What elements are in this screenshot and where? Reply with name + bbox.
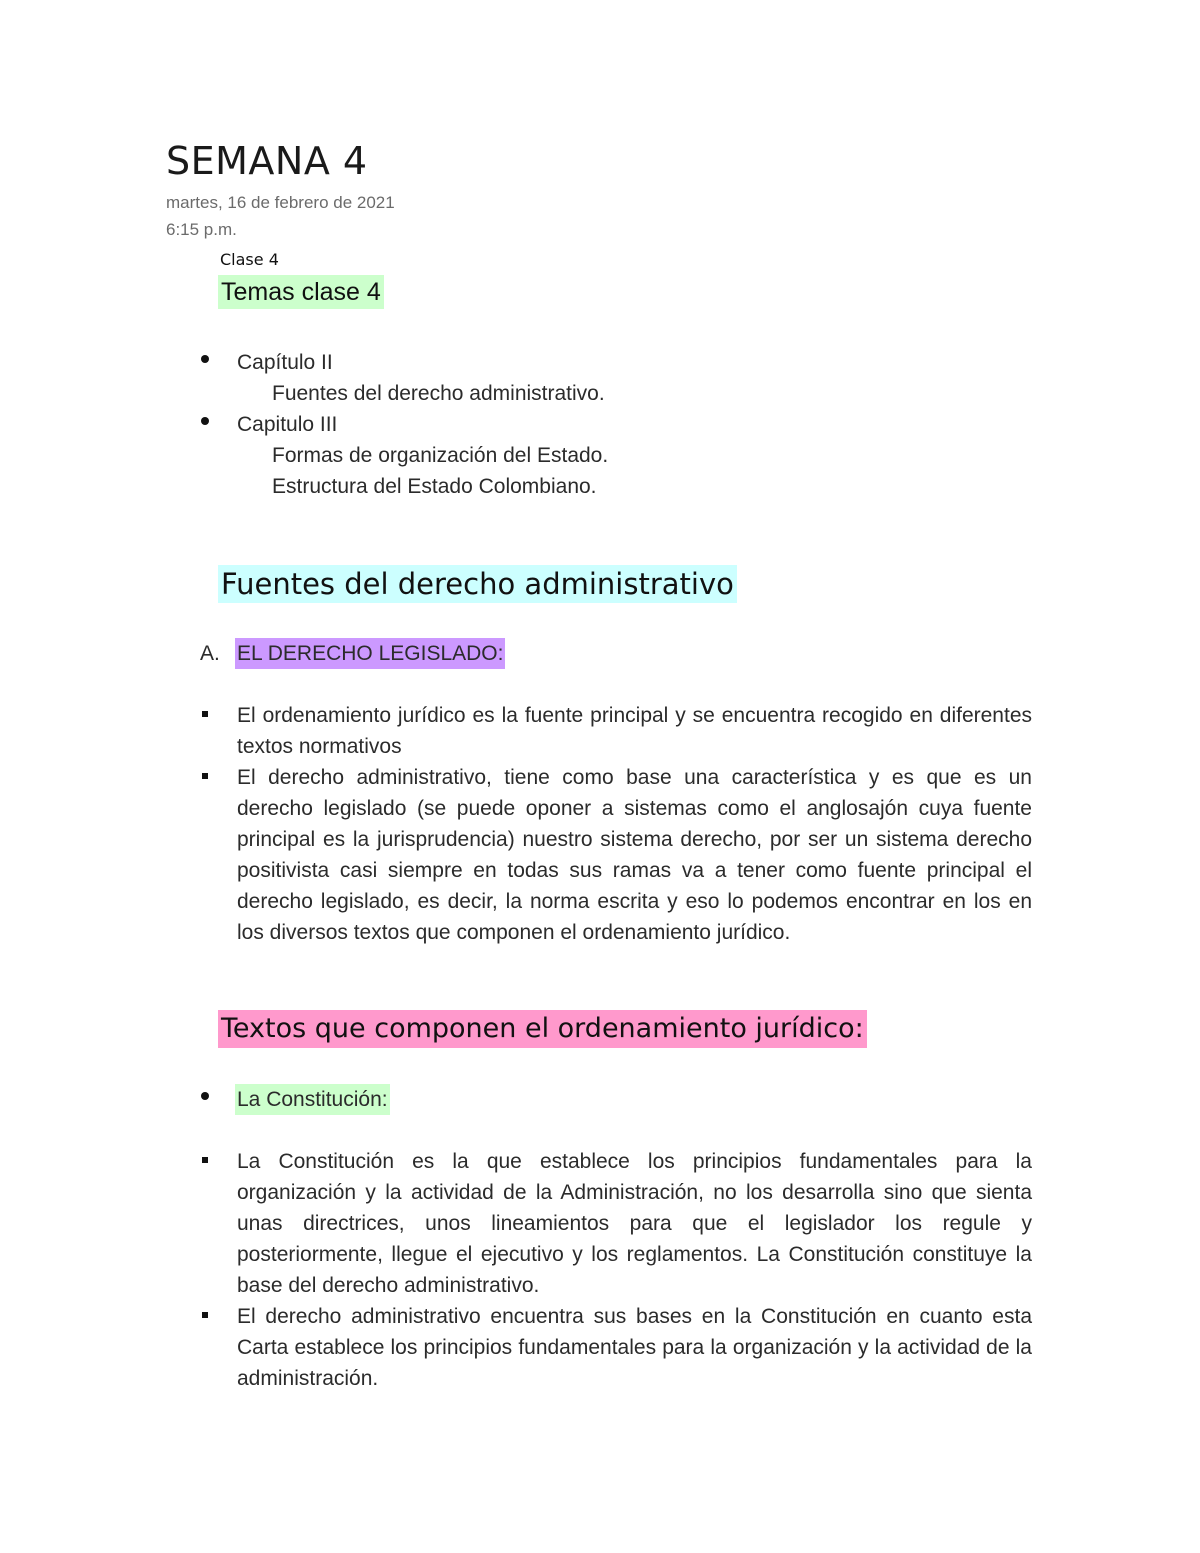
bullet-square-icon [202,773,208,779]
temas-heading: Temas clase 4 [218,275,384,309]
temas-subitem: Formas de organización del Estado. [272,444,609,467]
derecho-legislado-label: EL DERECHO LEGISLADO: [235,638,505,669]
bullet-square-icon [202,711,208,717]
bullet-dot-icon [201,417,209,425]
bullet-dot-icon [201,1092,209,1100]
page-title: SEMANA 4 [166,139,368,183]
textos-heading: Textos que componen el ordenamiento jurídico: [218,1010,867,1048]
temas-item-label: Capitulo III [237,413,338,436]
temas-subitem: Estructura del Estado Colombiano. [272,475,597,498]
fuentes-paragraph: El ordenamiento jurídico es la fuente principal y se encuentra recogido en diferentes textos normativos [237,704,1032,758]
bullet-dot-icon [201,355,209,363]
note-date: martes, 16 de febrero de 2021 [166,193,395,212]
constitucion-label: La Constitución: [235,1084,390,1115]
fuentes-paragraph: El derecho administrativo, tiene como base una característica y es que es un derecho legislado (se puede oponer a sistemas como el anglosajón cuya fuente principal es la jurisprudencia) nuestro sistema derecho, por ser un sistema derecho positivista casi siempre en todas sus ramas va a tener como fuente principal el derecho legislado, es decir, la norma escrita y eso lo podemos encontrar en los en los diversos textos que componen el ordenamiento jurídico. [237,766,1032,944]
note-time: 6:15 p.m. [166,220,237,239]
clase-label: Clase 4 [220,250,279,269]
fuentes-heading: Fuentes del derecho administrativo [218,565,737,603]
textos-paragraph: La Constitución es la que establece los principios fundamentales para la organización y la actividad de la Administración, no los desarrolla sino que sienta unas directrices, unos lineamientos para que el legislador los regule y posteriormente, llegue el ejecutivo y los reglamentos. La Constitución constituye la base del derecho administrativo. [237,1150,1032,1297]
textos-paragraph: El derecho administrativo encuentra sus bases en la Constitución en cuanto esta Carta establece los principios fundamentales para la organización y la actividad de la administración. [237,1305,1032,1390]
bullet-square-icon [202,1157,208,1163]
bullet-square-icon [202,1312,208,1318]
temas-item-label: Capítulo II [237,351,333,374]
temas-subitem: Fuentes del derecho administrativo. [272,382,605,405]
list-marker: A. [200,642,220,665]
